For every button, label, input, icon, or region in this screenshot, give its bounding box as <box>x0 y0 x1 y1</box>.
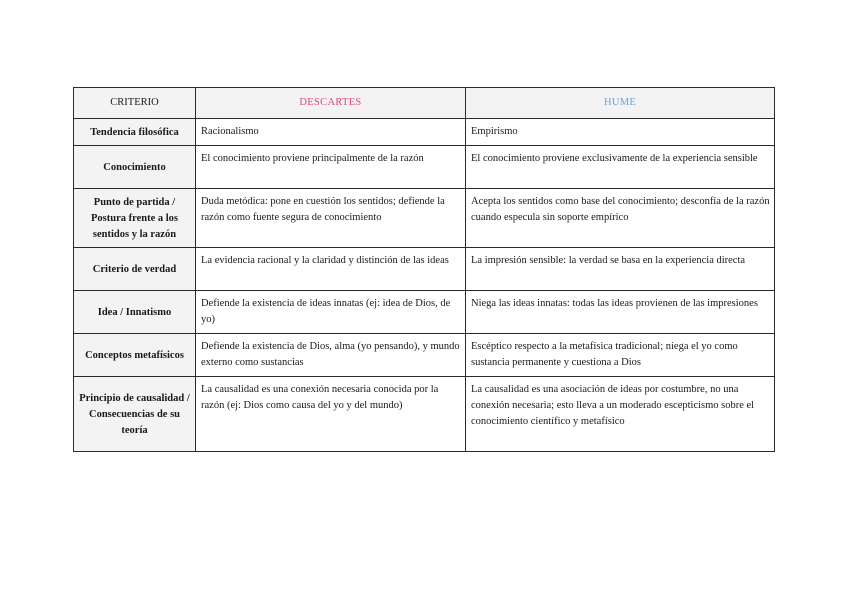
row-hume: El conocimiento proviene exclusivamente de la experiencia sensible <box>466 146 775 189</box>
row-descartes: Defiende la existencia de Dios, alma (yo pensando), y mundo externo como sustancias <box>196 334 466 377</box>
row-hume: Acepta los sentidos como base del conocimiento; desconfía de la razón cuando especula sin soporte empírico <box>466 189 775 248</box>
row-descartes: La causalidad es una conexión necesaria conocida por la razón (ej: Dios como causa del yo y del mundo) <box>196 377 466 452</box>
header-hume: HUME <box>466 88 775 119</box>
row-hume: Empirismo <box>466 119 775 146</box>
row-criterio: Criterio de verdad <box>74 248 196 291</box>
row-hume: La impresión sensible: la verdad se basa en la experiencia directa <box>466 248 775 291</box>
row-criterio: Principio de causalidad / Consecuencias de su teoría <box>74 377 196 452</box>
table-row <box>74 248 775 291</box>
row-criterio: Idea / Innatismo <box>74 291 196 334</box>
row-criterio: Punto de partida / Postura frente a los sentidos y la razón <box>74 189 196 248</box>
table-row <box>74 189 775 248</box>
row-descartes: El conocimiento proviene principalmente de la razón <box>196 146 466 189</box>
row-hume: La causalidad es una asociación de ideas por costumbre, no una conexión necesaria; esto lleva a un moderado escepticismo sobre el conocimiento científico y metafísico <box>466 377 775 452</box>
row-descartes: La evidencia racional y la claridad y distinción de las ideas <box>196 248 466 291</box>
row-descartes: Duda metódica: pone en cuestión los sentidos; defiende la razón como fuente segura de conocimiento <box>196 189 466 248</box>
header-descartes: DESCARTES <box>196 88 466 119</box>
row-descartes: Racionalismo <box>196 119 466 146</box>
row-hume: Niega las ideas innatas: todas las ideas provienen de las impresiones <box>466 291 775 334</box>
table-row <box>74 146 775 189</box>
header-criterio: CRITERIO <box>74 88 196 119</box>
comparison-table <box>73 87 775 452</box>
table-row <box>74 291 775 334</box>
row-descartes: Defiende la existencia de ideas innatas (ej: idea de Dios, de yo) <box>196 291 466 334</box>
row-criterio: Conceptos metafísicos <box>74 334 196 377</box>
row-criterio: Conocimiento <box>74 146 196 189</box>
table-row <box>74 377 775 452</box>
row-hume: Escéptico respecto a la metafísica tradicional; niega el yo como sustancia permanente y cuestiona a Dios <box>466 334 775 377</box>
table-row <box>74 119 775 146</box>
row-criterio: Tendencia filosófica <box>74 119 196 146</box>
header-row <box>74 88 775 119</box>
table-row <box>74 334 775 377</box>
